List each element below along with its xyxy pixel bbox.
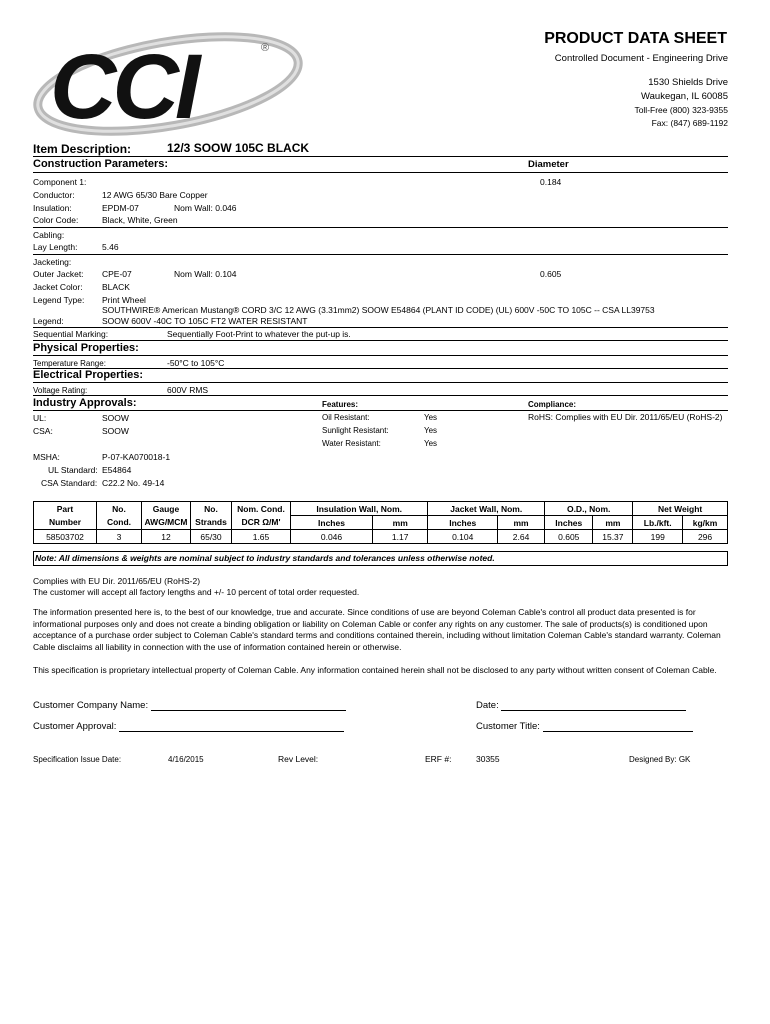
jacket-wall-header: Jacket Wall, Nom. [428,502,545,516]
customer-title-label [476,721,693,732]
divider [33,410,728,411]
outer-jacket-wall: Nom Wall: 0.104 [174,269,237,279]
disclaimer-paragraph: The information presented here is, to the best of our knowledge, true and accurate. Since conditions of use are beyond Coleman Cable's control all product data presented is for informational purposes only and does not create a binding obligation or liability on Coleman Cable or confer any rights on any customer. The sale of products(s) is conditioned upon acceptance of a purchase order subject to Coleman Cable's standard terms and conditions contained therein, including without limitation Coleman Cable's standard warranty. Coleman Cable disclaims all liability in connection with the use of information contained herein or otherwise. [33,607,721,652]
msha-label: MSHA: [33,452,60,462]
construction-heading: Construction Parameters: [33,158,169,170]
table-cell: 0.046 [291,530,373,544]
od-header: O.D., Nom. [545,502,633,516]
dcr-header: Nom. Cond. [232,502,291,516]
sunlight-resistant-value: Yes [424,426,438,435]
compliance-heading: Compliance: [528,400,577,409]
cond-header: No. [97,502,142,516]
part-header: Part [34,502,97,516]
designed-by-value: GK [678,755,691,764]
issue-date-label: Specification Issue Date: [33,755,122,764]
approvals-heading: Industry Approvals: [33,397,137,409]
legend-type-label: Legend Type: [33,295,85,305]
erf-label: ERF #: [425,754,452,764]
erf-value: 30355 [476,754,500,764]
customer-approval-text: Customer Approval: [33,721,117,732]
table-cell: 12 [142,530,191,544]
ul-standard-value: E54864 [102,465,132,475]
tollfree-number: Toll-Free (800) 323-9355 [634,105,728,115]
divider [33,327,728,328]
color-code-label: Color Code: [33,215,79,225]
note-text: Note: All dimensions & weights are nominal subject to industry standards and tolerances unless otherwise noted. [35,553,495,563]
logo-wordmark: CCI [50,36,197,138]
lay-length-label: Lay Length: [33,242,78,252]
item-description-value: 12/3 SOOW 105C BLACK [167,141,310,155]
table-subheader-cell: mm [593,516,633,530]
legend-line-1: SOUTHWIRE® American Mustang® CORD 3/C 12 AWG (3.31mm2) SOOW E54864 (PLANT ID CODE) (UL) 600V -50C TO 105C -- CSA LL39753 [102,305,655,315]
component-label: Component 1: [33,177,87,187]
table-subheader-cell: Inches [545,516,593,530]
date-label [476,700,686,711]
temperature-value: -50°C to 105°C [167,358,225,368]
table-subheader-cell: AWG/MCM [142,516,191,530]
table-subheader-cell: Number [34,516,97,530]
csa-value: SOOW [102,426,129,436]
table-subheader-cell: mm [498,516,545,530]
strands-header: No. [191,502,232,516]
outer-jacket-diameter: 0.605 [540,269,562,279]
voltage-value: 600V RMS [167,385,209,395]
customer-approval-label [33,721,344,732]
compliance-value: RoHS: Complies with EU Dir. 2011/65/EU (RoHS-2) [528,412,723,422]
divider [33,355,728,356]
subtitle: Controlled Document - Engineering Drive [554,53,728,64]
table-subheader-row [34,516,728,530]
customer-company-label [33,700,346,711]
page-title: PRODUCT DATA SHEET [544,30,727,47]
table-subheader-cell: mm [373,516,428,530]
color-code-value: Black, White, Green [102,215,178,225]
legend-type-value: Print Wheel [102,295,146,305]
rev-level-label: Rev Level: [278,754,319,764]
table-cell: 15.37 [593,530,633,544]
divider [33,395,728,396]
csa-standard-value: C22.2 No. 49-14 [102,478,165,488]
item-description-label: Item Description: [33,142,132,156]
table-cell: 58503702 [34,530,97,544]
table-cell: 0.605 [545,530,593,544]
oil-resistant-value: Yes [424,413,438,422]
insulation-label: Insulation: [33,203,72,213]
address-line-1: 1530 Shields Drive [648,77,728,88]
legend-line-2: SOOW 600V -40C TO 105C FT2 WATER RESISTANT [102,316,308,326]
cabling-label: Cabling: [33,230,65,240]
designed-by-label [629,755,690,764]
divider [33,172,728,173]
water-resistant-label: Water Resistant: [322,439,381,448]
diameter-heading: Diameter [528,159,569,170]
fax-number: Fax: (847) 689-1192 [651,118,728,128]
component-diameter: 0.184 [540,177,562,187]
insulation-value: EPDM-07 [102,203,139,213]
net-weight-header: Net Weight [633,502,728,516]
jacket-color-value: BLACK [102,282,130,292]
conductor-label: Conductor: [33,190,75,200]
table-row [34,530,728,544]
sequential-marking-label: Sequential Marking: [33,329,109,339]
proprietary-paragraph: This specification is proprietary intellectual property of Coleman Cable. Any information contained herein shall not be disclosed to any party without written consent of Coleman Cable. [33,665,717,675]
table-subheader-cell: kg/km [683,516,728,530]
jacketing-label: Jacketing: [33,257,72,267]
table-subheader-cell: DCR Ω/M' [232,516,291,530]
outer-jacket-label: Outer Jacket: [33,269,84,279]
table-cell: 199 [633,530,683,544]
jacket-color-label: Jacket Color: [33,282,83,292]
table-cell: 1.65 [232,530,291,544]
msha-value: P-07-KA070018-1 [102,452,171,462]
table-subheader-cell: Cond. [97,516,142,530]
registered-mark: ® [261,42,270,54]
designed-by-text: Designed By: [629,755,677,764]
oil-resistant-label: Oil Resistant: [322,413,370,422]
ul-standard-label: UL Standard: [48,465,98,475]
legend-label: Legend: [33,316,64,326]
sequential-marking-value: Sequentially Foot-Print to whatever the put-up is. [167,329,351,339]
csa-label: CSA: [33,426,53,436]
insulation-wall: Nom Wall: 0.046 [174,203,237,213]
table-cell: 3 [97,530,142,544]
table-cell: 1.17 [373,530,428,544]
note-box [33,551,728,566]
divider [33,382,728,383]
table-subheader-cell: Strands [191,516,232,530]
voltage-label: Voltage Rating: [33,386,88,395]
physical-heading: Physical Properties: [33,342,139,354]
water-resistant-value: Yes [424,439,438,448]
sunlight-resistant-label: Sunlight Resistant: [322,426,389,435]
electrical-heading: Electrical Properties: [33,369,144,381]
address-line-2: Waukegan, IL 60085 [641,91,728,102]
features-heading: Features: [322,400,359,409]
insulation-wall-header: Insulation Wall, Nom. [291,502,428,516]
customer-company-field[interactable] [151,710,346,711]
date-text: Date: [476,700,499,711]
table-cell: 296 [683,530,728,544]
conductor-value: 12 AWG 65/30 Bare Copper [102,190,208,200]
csa-standard-label: CSA Standard: [41,478,98,488]
table-header-row [34,502,728,516]
cci-logo [28,22,303,142]
table-subheader-cell: Lb./kft. [633,516,683,530]
divider [33,254,728,255]
customer-approval-field[interactable] [119,731,344,732]
table-subheader-cell: Inches [428,516,498,530]
customer-title-text: Customer Title: [476,721,540,732]
spec-table [33,501,728,544]
customer-title-field[interactable] [543,731,693,732]
divider [33,340,728,341]
date-field[interactable] [501,710,686,711]
customer-company-text: Customer Company Name: [33,700,149,711]
gauge-header: Gauge [142,502,191,516]
lengths-note: The customer will accept all factory lengths and +/- 10 percent of total order requested. [33,587,360,597]
table-cell: 2.64 [498,530,545,544]
lay-length-value: 5.46 [102,242,119,252]
ul-label: UL: [33,413,47,423]
divider [33,227,728,228]
temperature-label: Temperature Range: [33,359,106,368]
table-cell: 65/30 [191,530,232,544]
issue-date-value: 4/16/2015 [168,755,204,764]
divider [33,156,728,157]
table-cell: 0.104 [428,530,498,544]
table-subheader-cell: Inches [291,516,373,530]
ul-value: SOOW [102,413,129,423]
outer-jacket-value: CPE-07 [102,269,132,279]
compliance-note: Complies with EU Dir. 2011/65/EU (RoHS-2) [33,576,201,586]
